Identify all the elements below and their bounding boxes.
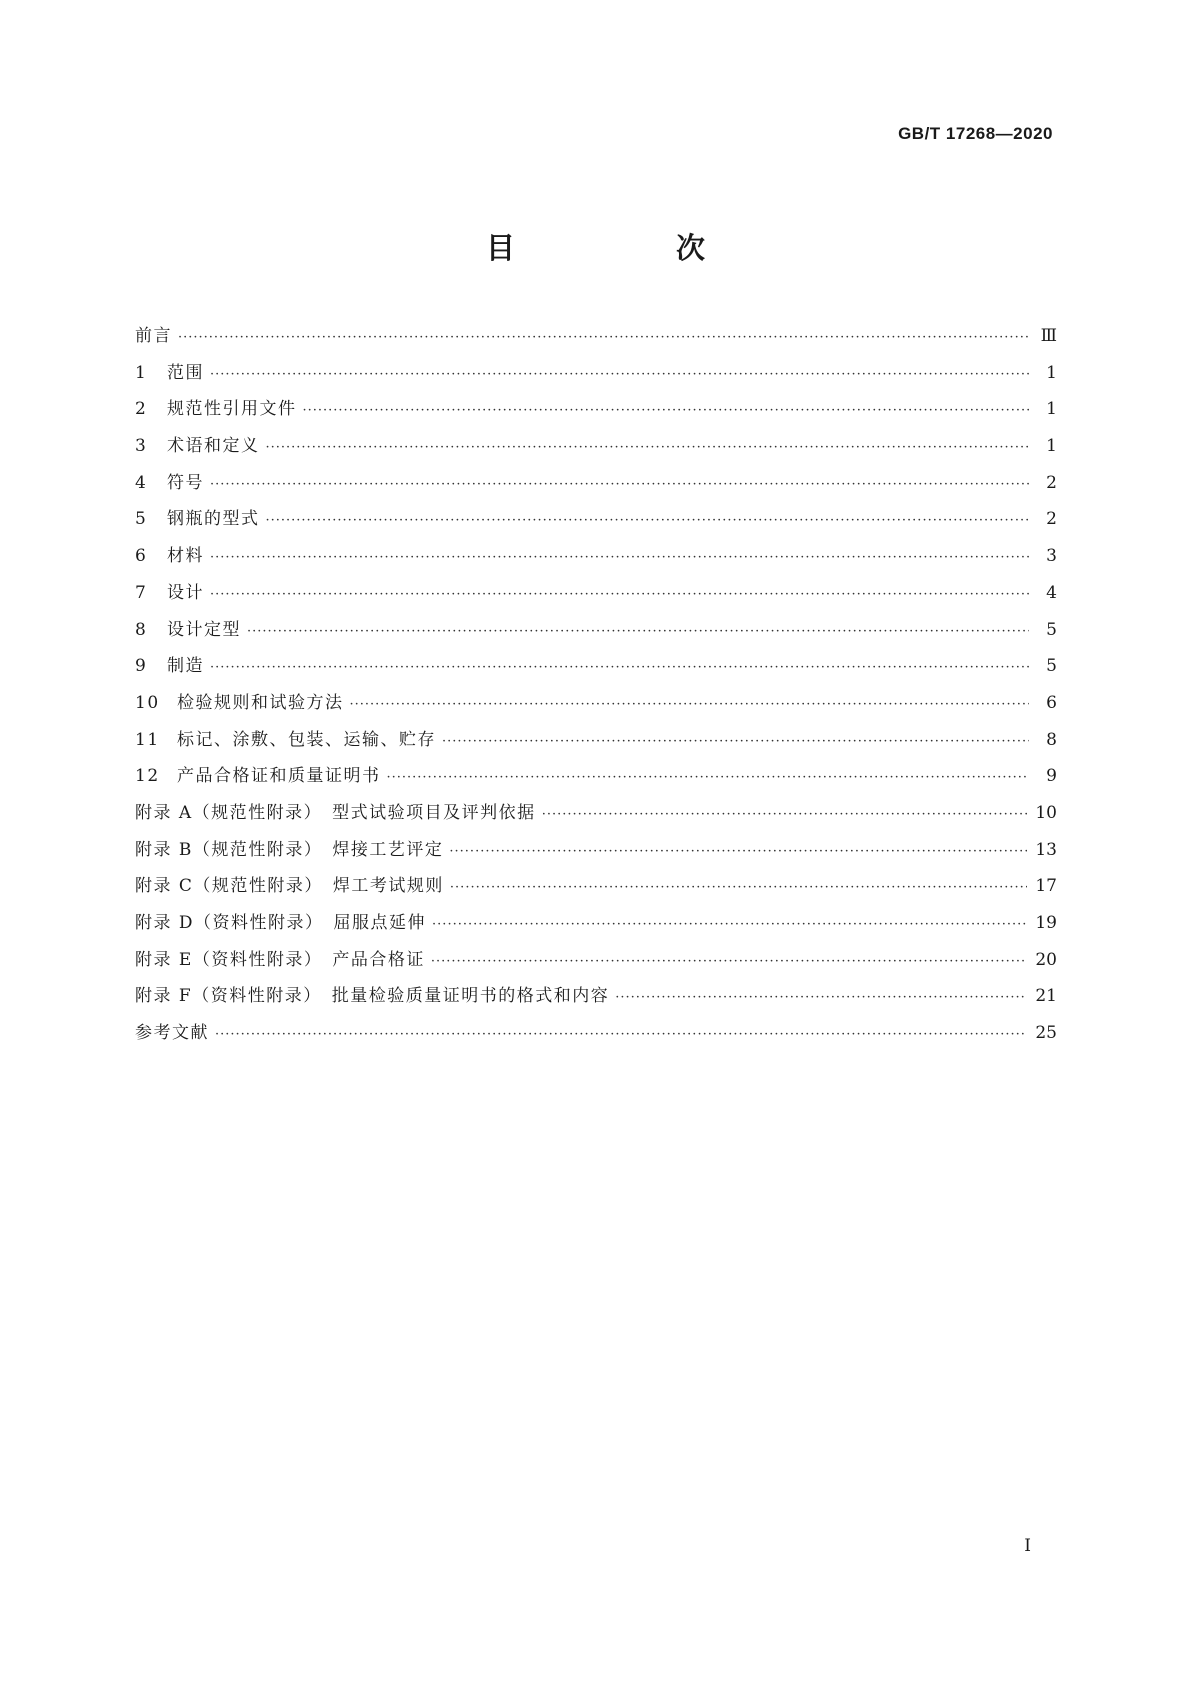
toc-entry-label: 6 材料 (135, 546, 204, 567)
toc-entry-7[interactable] (135, 578, 1057, 615)
toc-page-number: 19 (1035, 913, 1057, 933)
toc-page-number: 5 (1046, 656, 1057, 677)
toc-page-number: 8 (1046, 729, 1057, 750)
toc-entry-label: 4 符号 (135, 472, 204, 493)
toc-page-number: 5 (1046, 619, 1057, 640)
toc-page-number: Ⅲ (1040, 326, 1057, 346)
dot-leader (266, 440, 1030, 455)
standard-number: GB/T 17268—2020 (898, 124, 1053, 143)
toc-entry-label: 5 钢瓶的型式 (135, 509, 260, 530)
toc-page-number: 1 (1046, 436, 1057, 457)
toc-entry-annex-a[interactable] (135, 798, 1057, 835)
toc-page-number: 6 (1046, 692, 1057, 713)
toc-entry-6[interactable] (135, 541, 1057, 578)
dot-leader (432, 917, 1027, 932)
toc-page-number: 25 (1035, 1023, 1057, 1044)
page-number: I (1024, 1536, 1031, 1556)
dot-leader (449, 844, 1027, 859)
page-title: 目 次 (485, 231, 771, 265)
dot-leader (215, 1027, 1027, 1042)
toc-page-number: 1 (1046, 362, 1057, 383)
toc-entry-bibliography[interactable] (135, 1018, 1057, 1055)
toc-entry-label: 1 范围 (135, 362, 204, 383)
dot-leader (387, 770, 1030, 785)
toc-page-number: 17 (1035, 876, 1057, 897)
toc-entry-1[interactable] (135, 358, 1057, 395)
toc-entry-annex-c[interactable] (135, 871, 1057, 908)
toc-entry-label: 附录 F（资料性附录） 批量检验质量证明书的格式和内容 (135, 986, 610, 1007)
toc-page-number: 13 (1035, 839, 1057, 860)
dot-leader (450, 880, 1027, 895)
dot-leader (615, 990, 1027, 1005)
toc-entry-label: 7 设计 (135, 582, 204, 603)
toc-entry-label: 附录 C（规范性附录） 焊工考试规则 (135, 876, 444, 897)
dot-leader (542, 807, 1028, 822)
toc-entry-4[interactable] (135, 468, 1057, 505)
toc-entry-label: 附录 D（资料性附录） 屈服点延伸 (135, 913, 427, 933)
toc-page-number: 3 (1046, 546, 1057, 567)
toc-entry-5[interactable] (135, 504, 1057, 541)
toc-entry-12[interactable] (135, 761, 1057, 798)
toc-entry-label: 附录 A（规范性附录） 型式试验项目及评判依据 (135, 802, 536, 823)
toc-entry-annex-b[interactable] (135, 835, 1057, 872)
toc-entry-label: 参考文献 (135, 1023, 209, 1044)
toc-entry-11[interactable] (135, 725, 1057, 762)
toc-entry-9[interactable] (135, 651, 1057, 688)
dot-leader (210, 477, 1029, 492)
toc-entry-label: 12 产品合格证和质量证明书 (135, 766, 381, 787)
toc-page-number: 1 (1046, 399, 1057, 420)
toc-entry-3[interactable] (135, 431, 1057, 468)
toc-entry-label: 3 术语和定义 (135, 436, 260, 457)
toc-entry-label: 前言 (135, 326, 172, 346)
dot-leader (210, 367, 1029, 382)
toc-entry-foreword[interactable] (135, 321, 1057, 358)
toc-entry-label: 附录 B（规范性附录） 焊接工艺评定 (135, 839, 444, 860)
dot-leader (210, 660, 1029, 675)
toc-entry-label: 附录 E（资料性附录） 产品合格证 (135, 949, 425, 970)
toc-entry-label: 2 规范性引用文件 (135, 399, 297, 420)
table-of-contents (135, 321, 1057, 1055)
toc-entry-annex-e[interactable] (135, 945, 1057, 982)
toc-entry-label: 10 检验规则和试验方法 (135, 692, 344, 713)
toc-entry-2[interactable] (135, 394, 1057, 431)
toc-page-number: 9 (1046, 766, 1057, 787)
dot-leader (431, 954, 1028, 969)
toc-entry-label: 8 设计定型 (135, 619, 241, 640)
dot-leader (210, 550, 1029, 565)
dot-leader (210, 587, 1029, 602)
toc-entry-label: 11 标记、涂敷、包装、运输、贮存 (135, 729, 436, 750)
toc-entry-label: 9 制造 (135, 656, 204, 677)
toc-entry-10[interactable] (135, 688, 1057, 725)
toc-page-number: 4 (1046, 582, 1057, 603)
toc-page-number: 2 (1046, 472, 1057, 493)
dot-leader (266, 513, 1030, 528)
toc-page-number: 10 (1035, 802, 1057, 823)
dot-leader (303, 403, 1030, 418)
dot-leader (442, 734, 1029, 749)
dot-leader (247, 624, 1029, 639)
toc-page-number: 2 (1046, 509, 1057, 530)
toc-page-number: 20 (1035, 949, 1057, 970)
dot-leader (178, 330, 1029, 345)
dot-leader (350, 697, 1030, 712)
toc-entry-annex-f[interactable] (135, 981, 1057, 1018)
toc-page-number: 21 (1035, 986, 1057, 1007)
toc-entry-8[interactable] (135, 615, 1057, 652)
toc-entry-annex-d[interactable] (135, 908, 1057, 945)
